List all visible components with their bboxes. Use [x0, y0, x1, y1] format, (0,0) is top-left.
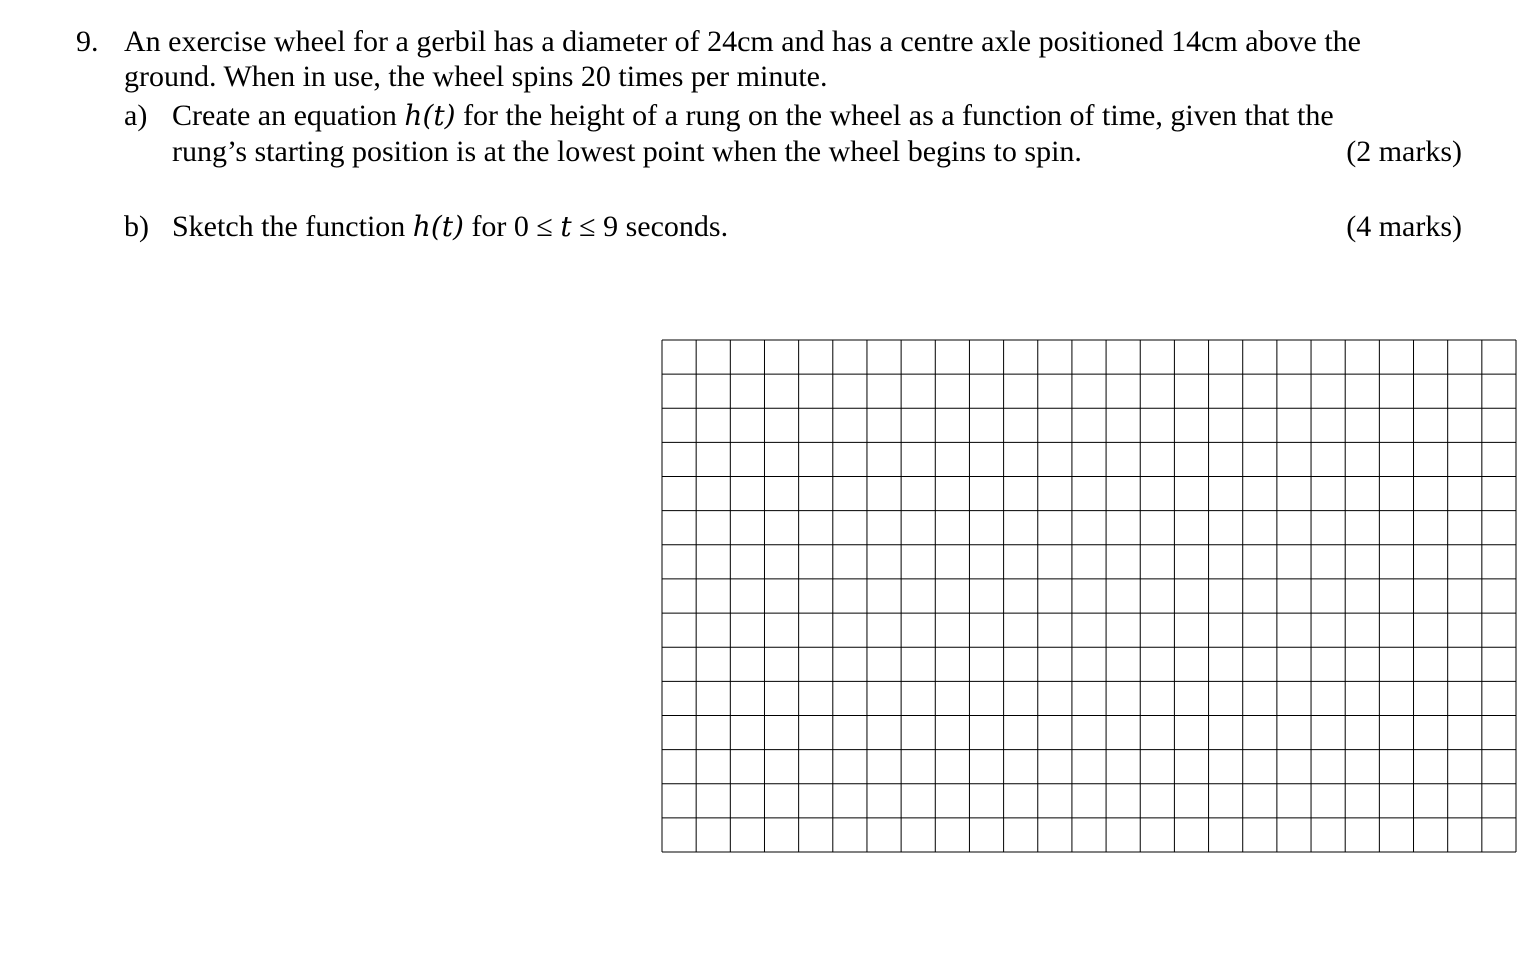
part-a-text-post: for the height of a rung on the wheel as a function of time, given that the [455, 99, 1334, 132]
part-a-marks: (2 marks) [1346, 135, 1462, 168]
part-a-label: a) [124, 99, 148, 132]
part-b-func-arg: (t) [430, 210, 464, 243]
part-b-func-name: h [412, 210, 431, 243]
part-b-var: t [560, 210, 572, 243]
part-a-func-arg: (t) [422, 99, 456, 132]
question-number: 9. [76, 25, 99, 58]
part-b-text-mid: for 0 ≤ [463, 210, 561, 243]
part-b-text-pre: Sketch the function [172, 210, 413, 243]
part-a-line-2: rung’s starting position is at the lowest point when the wheel begins to spin. [172, 135, 1082, 168]
question-stem-line-2: ground. When in use, the wheel spins 20 times per minute. [124, 60, 828, 93]
part-b-text-post: ≤ 9 seconds. [571, 210, 729, 243]
part-a-text-pre: Create an equation [172, 99, 405, 132]
part-a-func-name: h [404, 99, 423, 132]
part-b-label: b) [124, 210, 149, 243]
question-stem-line-1: An exercise wheel for a gerbil has a diameter of 24cm and has a centre axle positioned 14cm above the [124, 25, 1362, 58]
part-b-marks: (4 marks) [1346, 210, 1462, 243]
